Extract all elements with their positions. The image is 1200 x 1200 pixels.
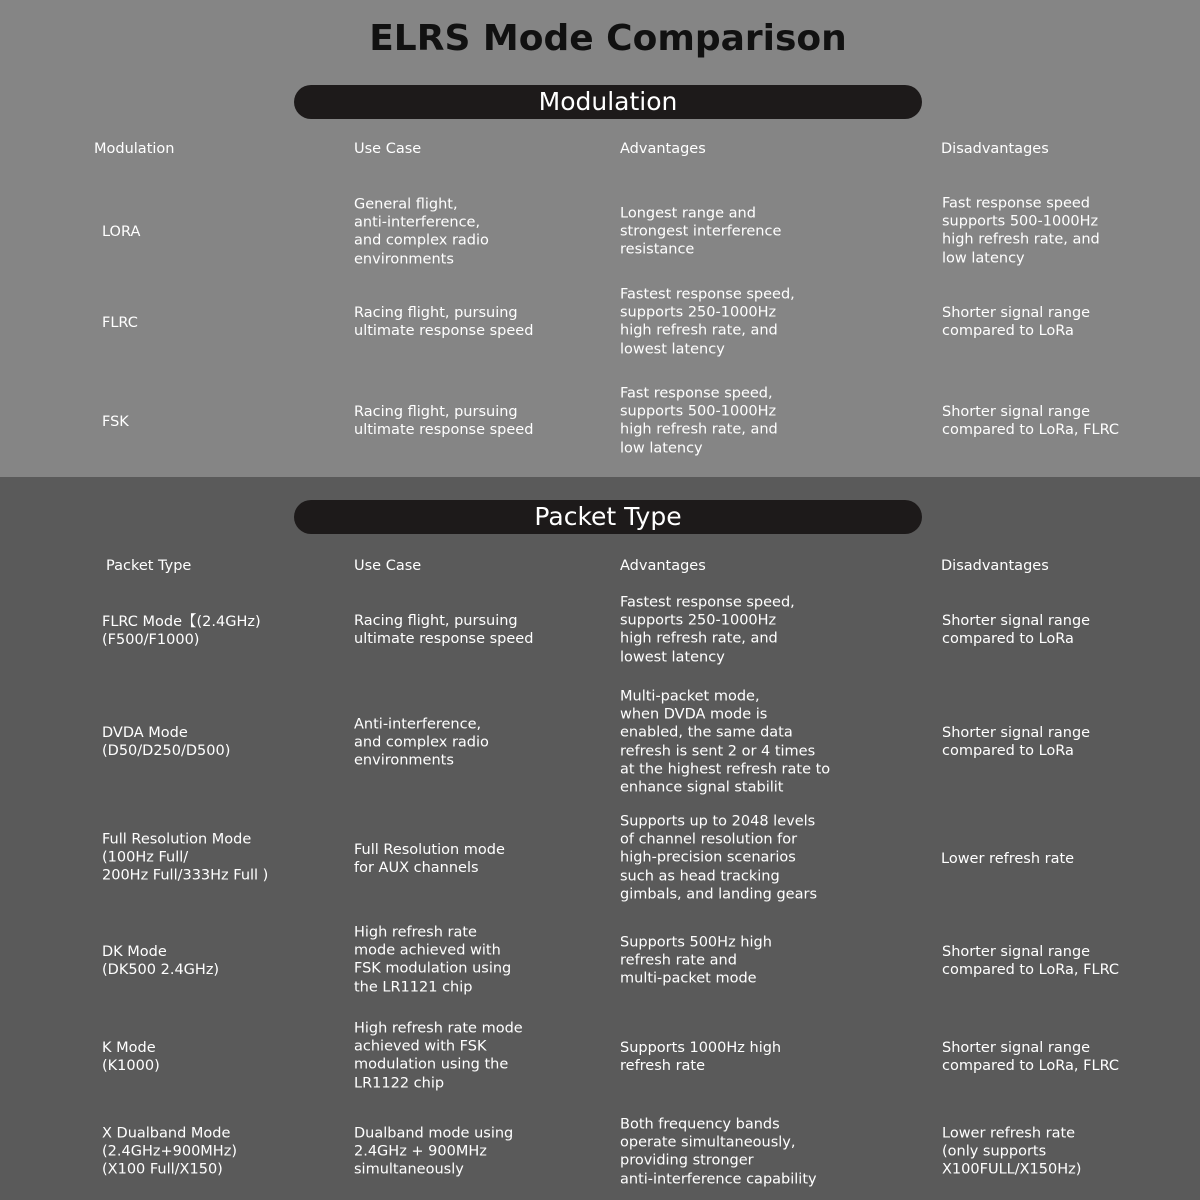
mod-row-lora-use-case: General flight, anti-interference, and complex radio environments <box>354 196 489 268</box>
pkt-row-dvda-use-case: Anti-interference, and complex radio environments <box>354 716 489 770</box>
pkt-row-x-dualband-advantages: Both frequency bands operate simultaneously, providing stronger anti-interference capability <box>620 1116 817 1188</box>
mod-row-fsk-advantages: Fast response speed, supports 500-1000Hz high refresh rate, and low latency <box>620 385 778 457</box>
pkt-row-full-res-advantages: Supports up to 2048 levels of channel resolution for high-precision scenarios such as head tracking gimbals, and landing gears <box>620 813 818 903</box>
page-title: ELRS Mode Comparison <box>369 18 847 59</box>
mod-row-flrc-name: FLRC <box>102 314 138 331</box>
pkt-row-k-name: K Mode (K1000) <box>102 1039 160 1074</box>
pkt-header-use-case: Use Case <box>354 557 422 574</box>
pkt-row-dk-advantages: Supports 500Hz high refresh rate and multi-packet mode <box>620 934 772 988</box>
pkt-row-flrc-name: FLRC Mode【(2.4GHz) (F500/F1000) <box>102 613 261 648</box>
pkt-row-x-dualband-name: X Dualband Mode (2.4GHz+900MHz) (X100 Full/X150) <box>102 1125 237 1179</box>
pkt-header-disadvantages: Disadvantages <box>941 557 1049 574</box>
mod-row-lora-disadvantages: Fast response speed supports 500-1000Hz high refresh rate, and low latency <box>942 195 1100 267</box>
mod-row-fsk-name: FSK <box>102 413 129 430</box>
pkt-row-full-res-disadvantages: Lower refresh rate <box>941 850 1075 867</box>
mod-row-fsk-disadvantages: Shorter signal range compared to LoRa, FLRC <box>942 403 1120 438</box>
pkt-row-dvda-name: DVDA Mode (D50/D250/D500) <box>102 724 231 759</box>
packet-type-section <box>0 477 1200 1200</box>
pkt-row-k-advantages: Supports 1000Hz high refresh rate <box>620 1039 782 1074</box>
mod-header-advantages: Advantages <box>620 140 706 157</box>
mod-row-lora-advantages: Longest range and strongest interference resistance <box>620 205 782 259</box>
modulation-section <box>0 0 1200 477</box>
mod-row-flrc-disadvantages: Shorter signal range compared to LoRa <box>942 304 1091 339</box>
mod-header-disadvantages: Disadvantages <box>941 140 1049 157</box>
pkt-row-dvda-advantages: Multi-packet mode, when DVDA mode is enabled, the same data refresh is sent 2 or 4 times at the highest refresh rate to enhance signal stabilit <box>620 688 831 796</box>
pkt-row-dvda-disadvantages: Shorter signal range compared to LoRa <box>942 724 1091 759</box>
pkt-row-dk-use-case: High refresh rate mode achieved with FSK modulation using the LR1121 chip <box>354 924 512 996</box>
pkt-row-x-dualband-disadvantages: Lower refresh rate (only supports X100FULL/X150Hz) <box>942 1125 1082 1179</box>
pkt-row-k-use-case: High refresh rate mode achieved with FSK modulation using the LR1122 chip <box>354 1020 523 1092</box>
mod-row-lora-name: LORA <box>102 223 141 240</box>
pkt-row-dk-disadvantages: Shorter signal range compared to LoRa, FLRC <box>942 943 1120 978</box>
pkt-row-x-dualband-use-case: Dualband mode using 2.4GHz + 900MHz simultaneously <box>354 1125 514 1179</box>
pkt-row-flrc-disadvantages: Shorter signal range compared to LoRa <box>942 612 1091 647</box>
pkt-row-full-res-use-case: Full Resolution mode for AUX channels <box>354 841 505 876</box>
mod-header-use-case: Use Case <box>354 140 422 157</box>
pkt-row-dk-name: DK Mode (DK500 2.4GHz) <box>102 943 220 978</box>
pkt-row-flrc-use-case: Racing flight, pursuing ultimate response speed <box>354 612 534 647</box>
packet-type-heading: Packet Type <box>294 500 922 534</box>
pkt-row-k-disadvantages: Shorter signal range compared to LoRa, FLRC <box>942 1039 1120 1074</box>
mod-row-flrc-advantages: Fastest response speed, supports 250-1000Hz high refresh rate, and lowest latency <box>620 286 795 358</box>
mod-row-flrc-use-case: Racing flight, pursuing ultimate response speed <box>354 304 534 339</box>
pkt-row-full-res-name: Full Resolution Mode (100Hz Full/ 200Hz Full/333Hz Full ) <box>102 831 269 885</box>
pkt-row-flrc-advantages: Fastest response speed, supports 250-1000Hz high refresh rate, and lowest latency <box>620 594 795 666</box>
mod-row-fsk-use-case: Racing flight, pursuing ultimate response speed <box>354 403 534 438</box>
pkt-header-packet-type: Packet Type <box>106 557 192 574</box>
modulation-heading: Modulation <box>294 85 922 119</box>
mod-header-modulation: Modulation <box>94 140 175 157</box>
pkt-header-advantages: Advantages <box>620 557 706 574</box>
